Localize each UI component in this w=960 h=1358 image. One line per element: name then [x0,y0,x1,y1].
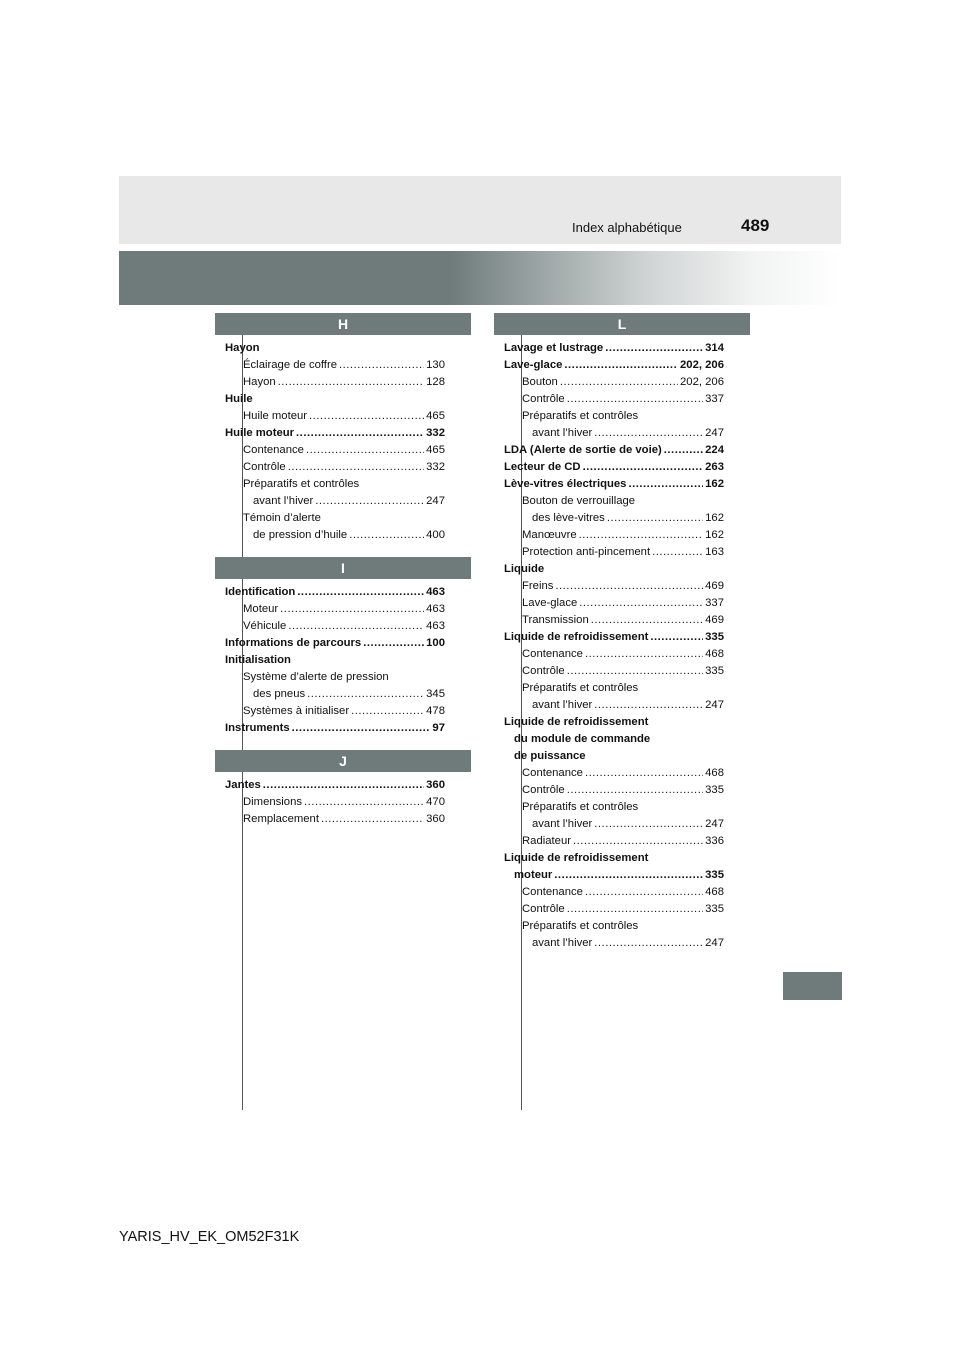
entry-page: 163 [705,546,724,558]
entry-term: de pression d’huile [253,529,348,541]
entry-page: 463 [426,586,445,598]
dot-leader [585,765,703,782]
entry-term: Lave-glace [522,597,578,609]
entry-page: 337 [705,393,724,405]
entry-term: Radiateur [522,835,571,847]
entry-page: 335 [705,869,724,881]
dot-leader [296,425,424,442]
header-bar [119,176,841,244]
index-entry [504,765,724,782]
dot-leader [560,374,678,391]
index-entry [504,935,724,952]
entry-term: Témoin d’alerte [243,512,321,524]
entry-term: LDA (Alerte de sortie de voie) [504,444,662,456]
dot-leader [349,527,424,544]
index-entries [215,335,445,544]
group-spacer [215,544,471,557]
entry-term: Bouton [522,376,558,388]
entry-term: Lave-glace [504,359,563,371]
entry-term: Éclairage de coffre [243,359,337,371]
dot-leader [607,510,703,527]
group-spacer [215,737,471,750]
entry-term: Lecteur de CD [504,461,581,473]
entry-page: 335 [705,784,724,796]
entry-term: du module de commande [514,733,651,745]
entry-page: 335 [705,665,724,677]
entry-page: 247 [705,937,724,949]
dot-leader [363,635,424,652]
entry-page: 478 [426,705,445,717]
entry-term: Contrôle [522,784,565,796]
dot-leader [306,442,424,459]
index-entry [225,635,445,652]
index-entry [225,374,445,391]
entry-term: Huile moteur [225,427,295,439]
index-entry [504,731,724,748]
entry-term: Contrôle [522,393,565,405]
letter-heading: L [494,313,750,335]
index-entry [225,652,445,669]
entry-term: Préparatifs et contrôles [243,478,360,490]
entry-page: 468 [705,648,724,660]
dot-leader [650,629,703,646]
index-entry [225,669,445,686]
entry-term: Transmission [522,614,589,626]
index-column-1 [215,313,471,828]
entry-term: Préparatifs et contrôles [522,920,639,932]
entry-term: Liquide [504,563,545,575]
entry-page: 247 [426,495,445,507]
dot-leader [567,391,703,408]
entry-term: avant l’hiver [532,427,593,439]
entry-page: 332 [426,427,445,439]
index-entry [504,408,724,425]
chapter-tab [783,972,842,1000]
index-entry [225,442,445,459]
index-column-2 [494,313,750,952]
dot-leader [594,816,703,833]
index-entry [225,527,445,544]
entry-page: 469 [705,580,724,592]
index-entry [225,794,445,811]
entry-term: Contrôle [522,903,565,915]
entry-term: Contenance [522,886,583,898]
dot-leader [594,425,703,442]
entry-page: 469 [705,614,724,626]
index-entry [504,578,724,595]
dot-leader [263,777,424,794]
index-entry [225,357,445,374]
dot-leader [567,901,703,918]
index-entry [504,884,724,901]
entry-term: Remplacement [243,813,319,825]
dot-leader [554,867,703,884]
dot-leader [573,833,703,850]
entry-term: Huile moteur [243,410,308,422]
entry-page: 202, 206 [680,376,724,388]
index-entry [504,714,724,731]
dot-leader [628,476,703,493]
entry-page: 463 [426,603,445,615]
entry-term: Dimensions [243,796,303,808]
entry-term: Manœuvre [522,529,577,541]
dot-leader [321,811,424,828]
index-entry [504,782,724,799]
page-number: 489 [741,216,770,235]
dot-leader [307,686,424,703]
entry-term: Huile [225,393,253,405]
entry-page: 463 [426,620,445,632]
entry-page: 360 [426,779,445,791]
dot-leader [304,794,424,811]
entry-page: 336 [705,835,724,847]
entry-term: Hayon [225,342,260,354]
dot-leader [605,340,703,357]
index-entry [504,850,724,867]
index-entry [225,686,445,703]
dot-leader [664,442,703,459]
index-entry [504,816,724,833]
entry-term: des lève-vitres [532,512,605,524]
entry-page: 247 [705,699,724,711]
entry-page: 337 [705,597,724,609]
index-entry [504,748,724,765]
index-entry [225,391,445,408]
entry-term: Lève-vitres électriques [504,478,627,490]
entry-page: 332 [426,461,445,473]
entry-page: 162 [705,529,724,541]
index-entry [504,901,724,918]
entry-page: 335 [705,631,724,643]
dot-leader [309,408,424,425]
entry-term: Contrôle [243,461,286,473]
index-entry [504,510,724,527]
entry-page: 162 [705,512,724,524]
entry-term: avant l’hiver [253,495,314,507]
index-entry [225,493,445,510]
entry-term: Moteur [243,603,279,615]
index-entry [225,703,445,720]
dot-leader [579,527,704,544]
letter-heading: H [215,313,471,335]
dot-leader [351,703,424,720]
entry-term: des pneus [253,688,306,700]
entry-term: Freins [522,580,554,592]
dot-leader [292,720,431,737]
index-entries [215,579,445,737]
dot-leader [594,697,703,714]
entry-term: Initialisation [225,654,291,666]
index-entry [504,391,724,408]
entry-term: Contenance [243,444,304,456]
entry-page: 263 [705,461,724,473]
entry-page: 247 [705,427,724,439]
entry-term: Liquide de refroidissement [504,716,649,728]
index-entry [225,601,445,618]
index-entry [504,374,724,391]
index-entry [504,561,724,578]
entry-page: 128 [426,376,445,388]
entry-page: 162 [705,478,724,490]
index-entry [225,408,445,425]
entry-term: Liquide de refroidissement [504,852,649,864]
entry-term: Contenance [522,648,583,660]
index-entry [504,527,724,544]
entry-term: Véhicule [243,620,287,632]
dot-leader [567,663,703,680]
entry-page: 465 [426,410,445,422]
entry-term: Bouton de verrouillage [522,495,636,507]
entry-term: Système d’alerte de pression [243,671,389,683]
index-entry [504,340,724,357]
dot-leader [567,782,703,799]
entry-term: Protection anti-pincement [522,546,651,558]
index-entry [225,777,445,794]
header-gradient-band [119,251,841,305]
entry-term: Préparatifs et contrôles [522,801,639,813]
dot-leader [579,595,703,612]
entry-term: Instruments [225,722,290,734]
entry-page: 468 [705,886,724,898]
index-entry [504,357,724,374]
entry-term: Préparatifs et contrôles [522,410,639,422]
entry-term: de puissance [514,750,586,762]
entry-page: 465 [426,444,445,456]
document-code: YARIS_HV_EK_OM52F31K [119,1229,300,1245]
dot-leader [583,459,704,476]
index-entries [494,335,724,952]
index-entry [225,476,445,493]
entry-term: moteur [514,869,553,881]
dot-leader [564,357,678,374]
entry-term: Systèmes à initialiser [243,705,350,717]
entry-term: Identification [225,586,296,598]
entry-page: 470 [426,796,445,808]
letter-heading: I [215,557,471,579]
dot-leader [280,601,424,618]
index-entry [504,459,724,476]
dot-leader [315,493,424,510]
section-title: Index alphabétique [572,220,682,235]
entry-term: Contrôle [522,665,565,677]
entry-page: 345 [426,688,445,700]
index-entry [504,663,724,680]
dot-leader [594,935,703,952]
dot-leader [652,544,703,561]
entry-page: 202, 206 [680,359,724,371]
index-entry [504,646,724,663]
index-entry [504,476,724,493]
index-entry [504,493,724,510]
dot-leader [288,618,424,635]
index-entry [225,811,445,828]
entry-term: Préparatifs et contrôles [522,682,639,694]
dot-leader [288,459,424,476]
entry-page: 468 [705,767,724,779]
index-entry [504,799,724,816]
entry-term: Hayon [243,376,276,388]
index-entry [225,618,445,635]
index-entry [504,544,724,561]
index-entry [504,867,724,884]
dot-leader [591,612,703,629]
entry-page: 130 [426,359,445,371]
index-entry [225,340,445,357]
entry-page: 314 [705,342,724,354]
entry-term: Informations de parcours [225,637,362,649]
entry-term: avant l’hiver [532,937,593,949]
index-entry [504,442,724,459]
dot-leader [555,578,703,595]
index-entry [504,697,724,714]
entry-term: Lavage et lustrage [504,342,604,354]
entry-page: 224 [705,444,724,456]
entry-page: 100 [426,637,445,649]
index-entry [225,459,445,476]
dot-leader [297,584,424,601]
entry-page: 97 [432,722,445,734]
entry-page: 247 [705,818,724,830]
index-entry [504,680,724,697]
dot-leader [339,357,424,374]
index-entry [504,595,724,612]
dot-leader [278,374,424,391]
index-entry [504,425,724,442]
entry-page: 400 [426,529,445,541]
index-entries [215,772,445,828]
dot-leader [585,884,703,901]
entry-term: avant l’hiver [532,818,593,830]
entry-page: 360 [426,813,445,825]
index-entry [225,510,445,527]
entry-page: 335 [705,903,724,915]
index-entry [504,629,724,646]
index-entry [225,720,445,737]
index-entry [504,612,724,629]
index-entry [504,833,724,850]
entry-term: Liquide de refroidissement [504,631,649,643]
index-entry [225,425,445,442]
entry-term: Contenance [522,767,583,779]
entry-term: avant l’hiver [532,699,593,711]
index-entry [504,918,724,935]
entry-term: Jantes [225,779,261,791]
index-entry [225,584,445,601]
dot-leader [585,646,703,663]
letter-heading: J [215,750,471,772]
